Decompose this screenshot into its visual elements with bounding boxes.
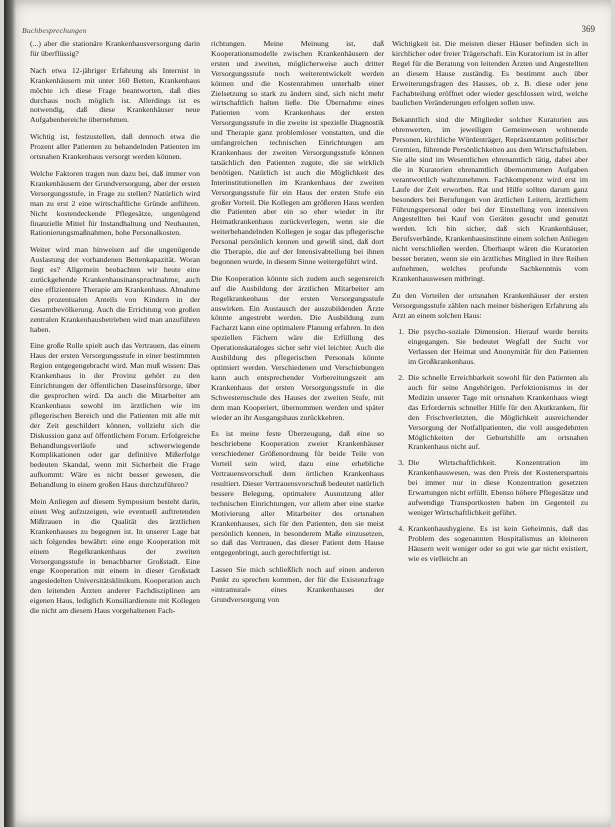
paragraph: Weiter wird man hinweisen auf die ungenügende Auslastung der vorhandenen Bettenkapazität. Woran liegt es? Allgemein beobachten wir heute eine zurückgehende Krankenhausinanspruchnahme, auch eine effizientere Therapie am Krankenhaus. Abnahme des prozentualen Anteils von Kindern in der Gesamtbevölkerung. Auch die Errichtung von großen zentralen Krankenhausbetrieben wird man anzuführen haben. — [30, 245, 200, 334]
paragraph: Bekanntlich sind die Mitglieder solcher Kuratorien aus ehrenwerten, im jeweiligen Gemeinwesen wohnende Personen, kirchliche Würdenträger, Repräsentanten politischer Gremien, führende Persönlichkeiten aus dem Wirtschaftsleben. Sie alle sind im Wesentlichen ehrenamtlich tätig, dabei aber die in Kuratorien ehrenamtlich übernommenen Aufgaben verantwortlich wahrzunehmen. Fachkompetenz wird erst im Laufe der Zeit erworben. Rat und Hilfe sollten darum ganz besonders bei Berufungen von ärztlichen Leitern, ärztlichem Führungspersonal oder bei der Einstellung von intensiven Angestellten bei Kauf von Geräten gesucht und genutzt werden. Ich bin sicher, daß sich Krankenhäuser, Berufsverbände, Krankenhausinstitute einem solchen Anliegen nicht verschließen werden. Überhaupt wären die Kuratorien besser beraten, wenn sie ein ärztliches Mitglied in ihre Reihen aufnehmen, welches profunde Sachkenntnis vom Krankenhauswesen mitbringt. — [392, 115, 588, 283]
paragraph: Die Kooperation könnte sich zudem auch segensreich auf die Ausbildung der ärztlichen Mitarbeiter am Regelkrankenhaus der ersten Versorgungsstufe auswirken. Ein Austausch der auszubildenden Ärzte könnte angestrebt werden. Die Ausbildung zum Facharzt kann eine optimalere Planung erfahren. In den speziellen Fächern wäre die Erfüllung des Operationskataloges sicher sehr viel leichter. Auch die Ausbildung des pflegerischen Personals könnte optimiert werden. Verschiedenen und Verschiebungen kann auch entsprechender Vorbereitungszeit am Krankenhaus der ersten Versorgungsstufe in die Schwesternschule des Hauses der zweiten Stufe, mit dem man Kooperiert, übernommen werden und später wieder an ihr Ausgangshaus zurückkehren. — [211, 273, 384, 422]
paragraph: Eine große Rolle spielt auch das Vertrauen, das einem Haus der ersten Versorgungsstufe in einer bestimmten Region entgegengebracht wird. Man muß wissen: Das Krankenhaus in der Provinz gehört zu den Einrichtungen der öffentlichen Daseinsfürsorge, über die gesprochen wird. Da auch die Mitarbeiter am Krankenhaus sowohl im ärztlichen wie im pflegerischen Bereich und die Patienten mit alle mit der Zeit geschildert können, vollzieht sich die Diskussion ganz auf öffentlichem Forum. Erfolgreiche Behandlungsverläufe und schwerwiegende Komplikationen oder gar definitive Mißerfolge bedeuten Skandal, wenn mit Sicherheit die Frage aufkommt: Wäre es nicht besser gewesen, die Behandlung in einem großen Haus durchzuführen? — [30, 341, 200, 490]
list-item: 2. Die schnelle Erreichbarkeit sowohl für den Patienten als auch für seine Angehörigen. Perfektionismus in der Medizin unserer Tage mit ortsnahen Krankenhaus wiegt das Erfordernis schneller Hilfe für den Akutkranken, für den Frischverletzten, die Möglichkeit ausreichender Versorgung der Notfallpatienten, die voll ausgedehnten Möglichkeiten der Geburtshilfe am ortsnahen Krankenhaus nicht auf. — [406, 373, 588, 452]
running-head: Buchbesprechungen — [22, 26, 87, 35]
paragraph: Nach etwa 12-jähriger Erfahrung als Internist in Krankenhäusern mit unter 160 Betten, Krankenhaus möchte ich diese Frage beantworten, daß dies durchaus noch möglich ist. Allerdings ist es notwendig, daß diese Krankenhäuser neue Aufgabenbereiche übernehmen. — [30, 65, 200, 125]
binding-gutter — [4, 0, 16, 827]
paragraph: Zu den Vorteilen der ortsnahen Krankenhäuser der ersten Versorgungsstufe zählen nach meiner bisherigen Erfahrung als Arzt an einem solchen Haus: — [392, 290, 588, 320]
paragraph: Wichtig ist, festzustellen, daß dennoch etwa die Prozent aller Patienten zu behandelnden Patienten im ortsnahen Krankenhaus versorgt werden können. — [30, 132, 200, 162]
text-column-2 — [211, 39, 384, 824]
paragraph: Mein Anliegen auf diesem Symposium besteht darin, einen Weg aufzuzeigen, wie eventuell auftretenden Mißtrauen in die Qualität des ärztlichen Krankenhauses zu begegnen ist. In unserer Lage hat sich folgendes bewährt: eine enge Kooperation mit einem Regelkrankenhaus der zweiten Versorgungsstufe in benachbarter Großstadt. Eine enge Kooperation mit einem in dieser Großstadt angesiedelten Universitätsklinikum. Kooperation auch den leitenden Ärzten anderer Fachdisziplinen am eigenen Haus, lediglich Konsiliardienste mit Kollegen die nicht am diesem Haus vorgehaltenen Fach- — [30, 497, 200, 616]
list-item: 1. Die psycho-soziale Dimension. Hierauf wurde bereits eingegangen. Sie bedeutet Wegfall der Sucht vor Verlassen der Heimat und Anonymität für den Patienten im Großkrankenhaus. — [406, 327, 588, 367]
text-column-3 — [392, 39, 588, 824]
text-column-1 — [30, 39, 200, 824]
list-item: 3. Die Wirtschaftlichkeit. Konzentration im Krankenhauswesen, was den Preis der Kostenerspartnis bei immer nur in diese Konzentration gesetzten Erwartungen nicht erfüllt. Ebenso höhere Pflegesätze und aufwendige Transportkosten haben im Gegenteil zu weniger Wirtschaftlichkeit geführt. — [406, 458, 588, 517]
paragraph: Es ist meine feste Überzeugung, daß eine so beschriebene Kooperation zweier Krankenhäuser verschiedener Größenordnung für beide Teile von Vorteil sein wird, dazu eine erhebliche Vertrauensvorschuß dem örtlichen Krankenhaus resultiert. Dieser Vertrauensvorschuß bedeutet natürlich bessere Belegung, optimalere Ausnutzung aller technischen Einrichtungen, vor allem aber eine starke Motivierung aller Mitarbeiter des ortsnahen Krankenhauses, sich für den Patienten, den sie meist persönlich kennen, in besonderem Maße einzusetzen, so daß das Vertrauen, das dieser Patient dem Hause entgegenbringt, auch gerechtfertigt ist. — [211, 429, 384, 558]
paragraph: Lassen Sie mich schließlich noch auf einen anderen Punkt zu sprechen kommen, der für die Existenzfrage »intramural« eines Krankenhauses der Grundversorgung von — [211, 565, 384, 604]
list-item: 4. Krankenhaushygiene. Es ist kein Geheimnis, daß das Problem des sogenannten Hospitalismus an kleineren Häusern weit weniger oder so gut wie gar nicht existiert, wie es vielleicht an — [406, 524, 588, 564]
advantages-list — [392, 327, 588, 563]
paragraph: (...) aber die stationäre Krankenhausversorgung darin für überflüssig? — [30, 39, 200, 58]
book-page — [4, 0, 611, 827]
paragraph: richtungen. Meine Meinung ist, daß Kooperationsmodelle zwischen Krankenhäusern der ersten und zweiten, möglicherweise auch dritter Versorgungsstufe noch weiterentwickelt werden können und die Kostenrahmen unterhalb einer Zielsetzung so stark zu ändern sind, sich nicht mehr wirtschaftlich halten ließe. Die Übernahme eines Patienten vom Krankenhaus der ersten Versorgungsstufe in die zweite ist spezielle Diagnostik und Therapie ganz problemloser vonstatten, und die umfangreichen technischen Einrichtungen am Krankenhaus der zweiten Versorgungsstufe können tatsächlich den Patienten zugute, die sie wirklich benötigen. Natürlich ist auch die Möglichkeit des Interinstitutionellen im Krankenhaus der zweiten Versorgungsstufe für ein Haus der ersten Stufe ein großer Vorteil. Die Kollegen am größeren Haus werden die Patienten aber ein so eher wieder in ihr Heimatkrankenhaus zurückverlegen, wenn sie die weiterbehandelnden Kollegen je sogar das pflegerische Personal persönlich kennen und gewiß sind, daß dort die Therapie, die auf der Intensivabteilung bei ihnen begonnen wurde, in diesem Sinne weitergeführt wird. — [211, 39, 384, 266]
paragraph: Wichtigkeit ist. Die meisten dieser Häuser befinden sich in kirchlicher oder freier Trägerschaft. Ein Kuratorium ist in aller Regel für die Beratung von leitenden Ärzten und Angestellten an diesem Hause zuständig. Es bestimmt auch über Erweiterungsfragen des Hauses, ob z. B. diese oder jene Fachabteilung eröffnet oder wieder geschlossen wird, welche baulichen Veränderungen erfolgen sollen usw. — [392, 39, 588, 108]
page-number: 369 — [581, 24, 595, 34]
paragraph: Welche Faktoren tragen nun dazu bei, daß immer von Krankenhäusern der Grundversorgung, aber der ersten Versorgungsstufe, in Frage zu stellen? Natürlich wird man zu erst 2 eine wirtschaftliche Gründe anführen. Nicht kostendeckende Pflegesätze, ungenügend finanzielle Mittel für Instandhaltung und Neubauten, Rationierungsmaßnahmen, hohe Personalkosten. — [30, 168, 200, 238]
